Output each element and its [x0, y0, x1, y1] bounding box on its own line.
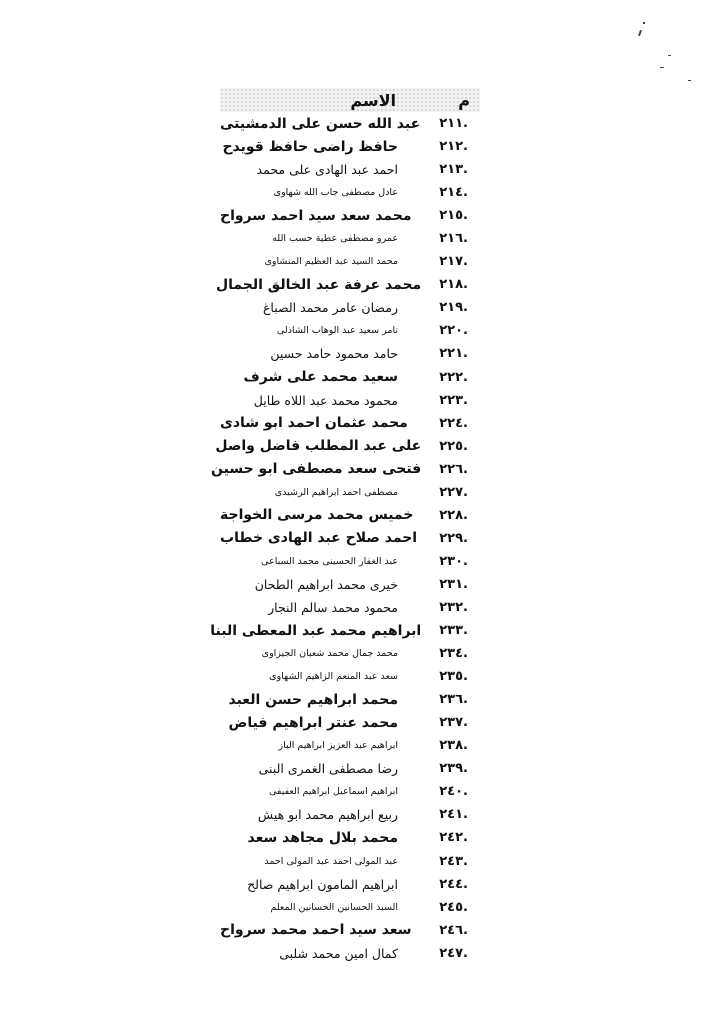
row-name: عبد المولى احمد عبد المولى احمد — [264, 855, 398, 867]
row-name: حامد محمود حامد حسين — [270, 346, 398, 362]
table-row — [220, 366, 480, 389]
table-header — [220, 88, 480, 112]
row-number: ٢٣٤. — [439, 646, 468, 662]
table-row — [220, 250, 480, 273]
row-number: ٢١٥. — [439, 208, 468, 224]
row-number: ٢٢٩. — [439, 530, 468, 546]
row-number: ٢٢٦. — [439, 461, 468, 477]
table-row — [210, 619, 480, 642]
row-number: ٢٤٠. — [439, 784, 468, 800]
row-name: عادل مصطفى جاب الله شهاوى — [273, 187, 398, 199]
row-name: احمد عبد الهادى على محمد — [256, 162, 398, 178]
row-name: ابراهيم محمد عبد المعطى البنا — [210, 622, 422, 639]
row-name: ابراهيم اسماعيل ابراهيم العفيفى — [268, 786, 398, 798]
table-row — [220, 204, 480, 227]
row-number: ٢٢٥. — [439, 438, 468, 454]
row-number: ٢٣٠. — [439, 553, 468, 569]
row-name: محمد السيد عبد العظيم المنشاوى — [264, 256, 398, 268]
table-row — [215, 273, 480, 296]
row-name: خيرى محمد ابراهيم الطحان — [254, 576, 398, 592]
table-row — [220, 688, 480, 711]
row-number: ٢٢١. — [439, 346, 468, 362]
scan-speck — [688, 80, 691, 81]
table-row — [220, 803, 480, 826]
row-number: ٢٤٦. — [439, 922, 468, 938]
table-row — [220, 550, 480, 573]
names-list — [210, 112, 480, 965]
table-row — [220, 826, 480, 849]
names-table — [210, 88, 480, 965]
row-name: على عبد المطلب فاضل واصل — [215, 438, 422, 455]
number-column-header: م — [458, 90, 470, 110]
row-name: تامر سعيد عبد الوهاب الشاذلى — [276, 325, 398, 337]
row-number: ٢٢٢. — [439, 369, 468, 385]
row-number: ٢١٣. — [439, 162, 468, 178]
table-row — [220, 711, 480, 734]
row-number: ٢٣٥. — [439, 669, 468, 685]
row-name: محمد ابراهيم حسن العبد — [228, 691, 398, 708]
table-row — [220, 573, 480, 596]
row-name: محمود محمد سالم النجار — [268, 600, 398, 615]
row-name: رضا مصطفى الغمرى البنى — [258, 761, 398, 777]
table-row — [220, 665, 480, 688]
row-number: ٢٣٦. — [439, 692, 468, 708]
scan-speck — [643, 22, 645, 24]
table-row — [220, 112, 480, 135]
row-name: ابراهيم المامون ابراهيم صالح — [247, 876, 398, 892]
row-number: ٢٣٧. — [439, 715, 468, 731]
row-name: محمد سعد سيد احمد سرواح — [220, 207, 412, 224]
row-number: ٢١٦. — [439, 231, 468, 247]
row-name: كمال امين محمد شلبى — [279, 945, 398, 961]
scan-speck — [668, 55, 671, 56]
name-column-header: الاسم — [350, 90, 396, 110]
row-name: محمد عرفة عبد الخالق الجمال — [215, 276, 422, 293]
row-number: ٢١٧. — [439, 254, 468, 270]
table-row — [220, 757, 480, 780]
row-number: ٢٤١. — [439, 807, 468, 823]
row-name: احمد صلاح عبد الهادى خطاب — [220, 530, 418, 547]
row-name: محمد عثمان احمد ابو شادى — [220, 415, 408, 432]
row-number: ٢٤٥. — [439, 899, 468, 915]
table-row — [220, 342, 480, 365]
table-row — [220, 504, 480, 527]
table-row — [220, 412, 480, 435]
row-name: محمد بلال مجاهد سعد — [247, 829, 398, 846]
table-row — [220, 873, 480, 896]
table-row — [220, 319, 480, 342]
row-name: حافظ راضى حافظ قويدح — [222, 138, 398, 155]
row-number: ٢٤٣. — [439, 853, 468, 869]
row-number: ٢١٨. — [439, 277, 468, 293]
row-name: محمود محمد عبد اللاه طايل — [253, 392, 398, 408]
row-name: ربيع ابراهيم محمد ابو هيش — [257, 807, 398, 823]
row-number: ٢٢٧. — [439, 484, 468, 500]
table-row — [220, 135, 480, 158]
row-name: السيد الحسانين الحسانين المعلم — [270, 901, 398, 913]
row-number: ٢٢٤. — [439, 415, 468, 431]
table-row — [220, 896, 480, 919]
row-name: فتحى سعد مصطفى ابو حسين — [211, 461, 422, 478]
table-row — [211, 458, 480, 481]
row-number: ٢١١. — [439, 116, 468, 132]
row-name: سعد سيد احمد محمد سرواح — [220, 922, 412, 939]
row-number: ٢١٩. — [439, 300, 468, 316]
table-row — [220, 780, 480, 803]
row-name: مصطفى احمد ابراهيم الرشيدى — [274, 486, 398, 498]
row-number: ٢٣١. — [439, 576, 468, 592]
row-name: سعد عبد المنعم الزاهيم الشهاوى — [269, 671, 398, 683]
table-row — [220, 181, 480, 204]
table-row — [220, 850, 480, 873]
table-row — [220, 642, 480, 665]
row-number: ٢١٤. — [439, 185, 468, 201]
table-row — [220, 158, 480, 181]
scan-speck — [660, 67, 664, 68]
row-number: ٢٣٢. — [439, 600, 468, 615]
table-row — [220, 227, 480, 250]
row-number: ٢٣٣. — [439, 623, 468, 639]
row-number: ٢٢٣. — [439, 392, 468, 408]
row-number: ٢١٢. — [439, 139, 468, 155]
row-name: رمضان عامر محمد الصباغ — [262, 300, 398, 316]
row-number: ٢٢٠. — [439, 323, 468, 339]
table-row — [220, 389, 480, 412]
table-row — [220, 734, 480, 757]
row-name: عبد الغفار الحسينى محمد السباعى — [261, 555, 398, 567]
scan-speck — [638, 30, 642, 36]
row-number: ٢٣٩. — [439, 761, 468, 777]
row-number: ٢٤٧. — [439, 945, 468, 961]
table-row — [220, 942, 480, 965]
row-name: محمد جمال محمد شعبان الجيزاوى — [261, 648, 398, 660]
table-row — [220, 481, 480, 504]
row-number: ٢٤٢. — [439, 830, 468, 846]
row-name: سعيد محمد على شرف — [243, 369, 398, 386]
table-row — [215, 435, 480, 458]
table-row — [220, 296, 480, 319]
row-number: ٢٣٨. — [439, 738, 468, 754]
table-row — [220, 919, 480, 942]
row-name: ابراهيم عبد العزيز ابراهيم الباز — [278, 740, 398, 752]
table-row — [220, 596, 480, 619]
row-number: ٢٤٤. — [439, 876, 468, 892]
table-row — [220, 527, 480, 550]
row-number: ٢٢٨. — [439, 507, 468, 523]
row-name: عبد الله حسن على الدمشيتى — [220, 115, 421, 132]
row-name: خميس محمد مرسى الخواجة — [220, 507, 414, 524]
row-name: عمرو مصطفى عطية حسب الله — [272, 233, 398, 245]
row-name: محمد عنتر ابراهيم فياض — [228, 714, 398, 731]
